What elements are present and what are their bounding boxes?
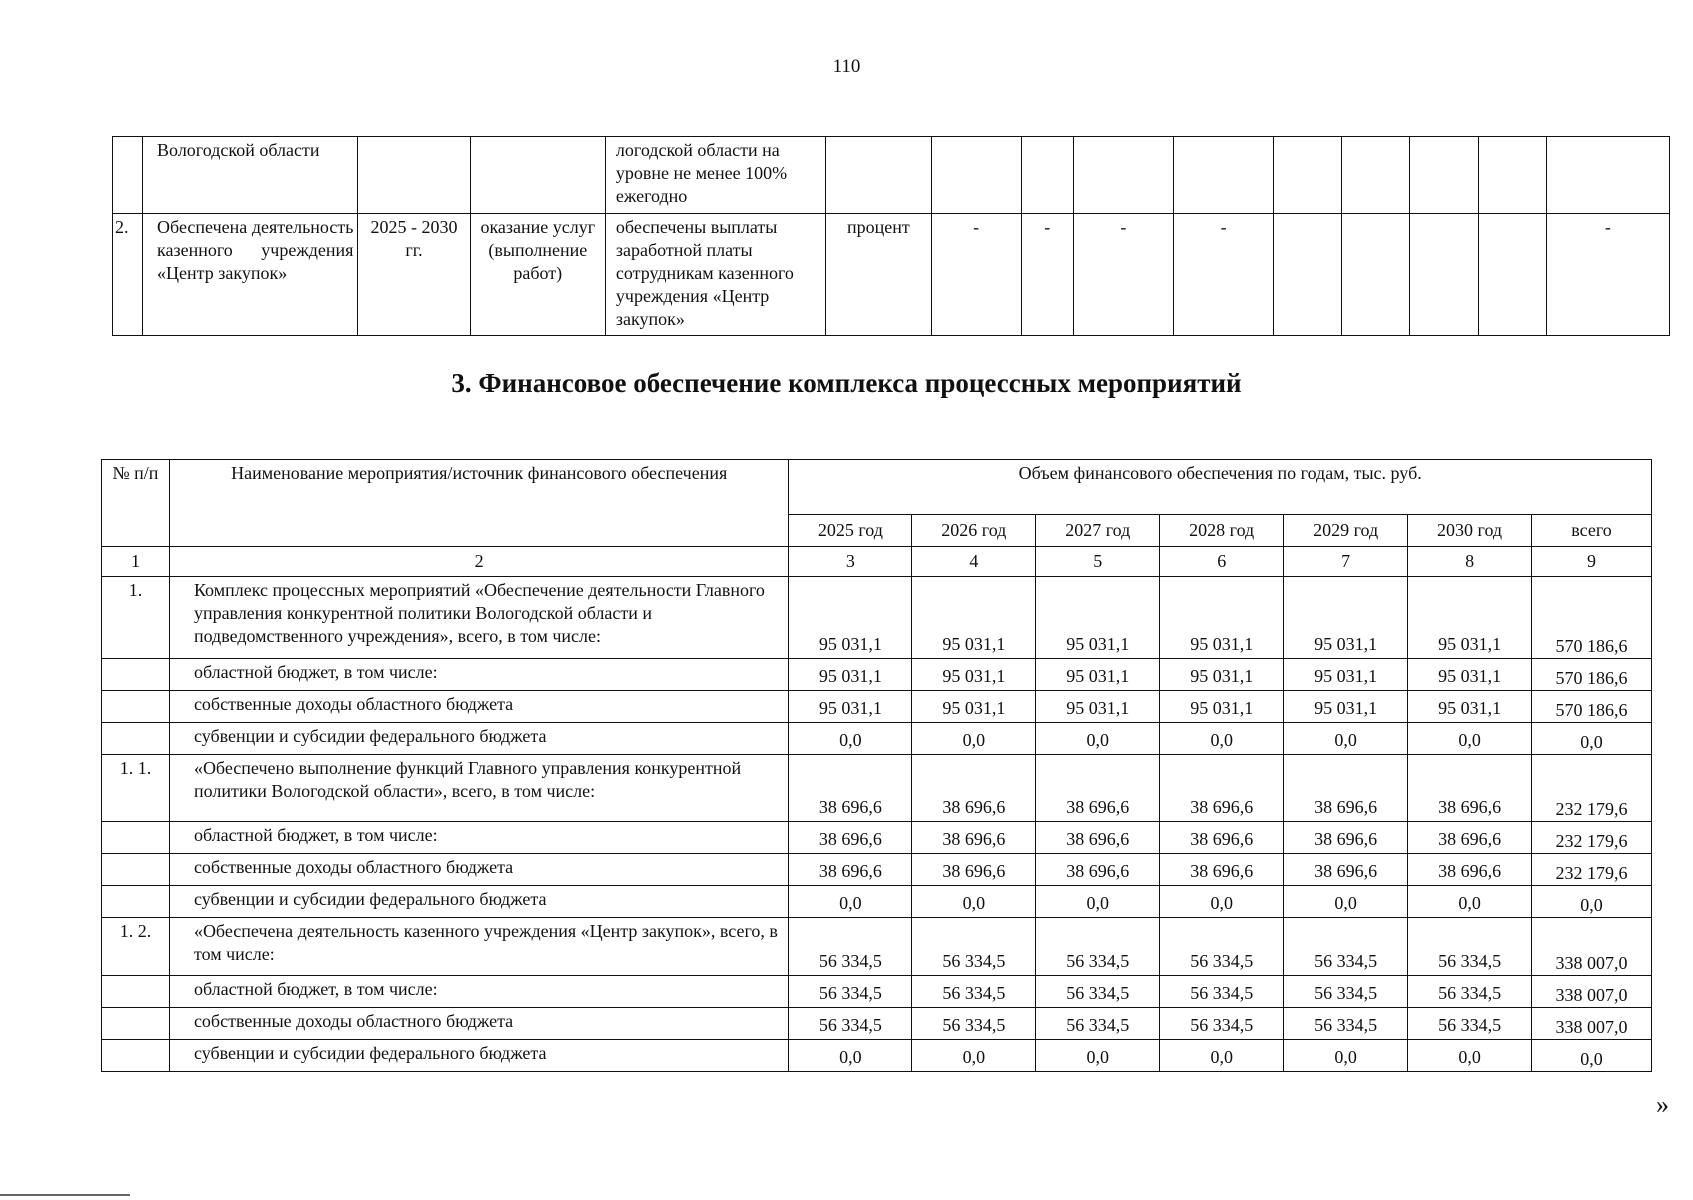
row-number [102,1008,170,1040]
row-name: Комплекс процессных мероприятий «Обеспечение деятельности Главного управления конкурентной политики Вологодской области и подведомственного учреждения», всего, в том числе: [169,577,788,659]
col-number: 4 [912,547,1036,577]
row-value: 95 031,1 [912,577,1036,659]
cell-empty [1342,137,1410,214]
row-value: 38 696,6 [912,755,1036,822]
row-value: 0,0 [789,1040,912,1072]
row-value: 38 696,6 [1036,755,1160,822]
row-total: 232 179,6 [1532,822,1652,854]
row-name: собственные доходы областного бюджета [169,691,788,723]
header-name: Наименование мероприятия/источник финансового обеспечения [169,460,788,547]
row-value: 56 334,5 [1160,918,1284,976]
row-value: 0,0 [1408,1040,1532,1072]
row-value: 56 334,5 [912,1008,1036,1040]
cell-value: - [1173,214,1273,336]
cell-empty [1478,137,1546,214]
row-name: областной бюджет, в том числе: [169,822,788,854]
cell-empty [1410,137,1478,214]
row-value: 95 031,1 [1408,659,1532,691]
row-total: 338 007,0 [1532,976,1652,1008]
row-total: 0,0 [1532,1040,1652,1072]
row-name: субвенции и субсидии федерального бюджета [169,1040,788,1072]
cell-name: Обеспечена деятельность казенного учреждения «Центр закупок» [143,214,358,336]
row-name: областной бюджет, в том числе: [169,659,788,691]
row-value: 0,0 [912,886,1036,918]
row-name: «Обеспечена деятельность казенного учреждения «Центр закупок», всего, в том числе: [169,918,788,976]
row-number [102,822,170,854]
table-row [102,577,1652,659]
header-num: № п/п [102,460,170,547]
header-year: 2028 год [1160,515,1284,547]
row-name: областной бюджет, в том числе: [169,976,788,1008]
row-total: 338 007,0 [1532,1008,1652,1040]
header-year: 2029 год [1284,515,1408,547]
row-value: 56 334,5 [1160,976,1284,1008]
row-value: 38 696,6 [1160,755,1284,822]
row-value: 38 696,6 [789,822,912,854]
table-row [102,1008,1652,1040]
table-row [102,723,1652,755]
header-year: 2025 год [789,515,912,547]
row-value: 56 334,5 [789,976,912,1008]
results-table-continuation [112,136,1670,336]
row-value: 95 031,1 [1408,577,1532,659]
financing-table [101,459,1652,1072]
row-total: 338 007,0 [1532,918,1652,976]
page-number: 110 [832,56,861,77]
row-value: 38 696,6 [1284,822,1408,854]
row-value: 0,0 [1160,1040,1284,1072]
row-value: 38 696,6 [912,822,1036,854]
cell-unit [826,137,931,214]
table-row [102,976,1652,1008]
row-value: 38 696,6 [1284,854,1408,886]
column-numbers-row [102,547,1652,577]
row-number [102,659,170,691]
row-value: 38 696,6 [1160,822,1284,854]
row-number: 1. 1. [102,755,170,822]
cell-empty [1274,137,1342,214]
row-number: 1. 2. [102,918,170,976]
row-value: 0,0 [1284,886,1408,918]
row-total: 0,0 [1532,723,1652,755]
row-total: 232 179,6 [1532,755,1652,822]
table-row [113,214,1670,336]
row-number [102,691,170,723]
row-value: 0,0 [789,886,912,918]
row-value: 38 696,6 [789,854,912,886]
col-number: 9 [1532,547,1652,577]
row-value: 56 334,5 [1284,976,1408,1008]
cell-empty [1173,137,1273,214]
cell-num: 2. [113,214,143,336]
row-number [102,1040,170,1072]
row-total: 570 186,6 [1532,691,1652,723]
row-value: 56 334,5 [1160,1008,1284,1040]
section-title: 3. Финансовое обеспечение комплекса процессных мероприятий [451,368,1242,398]
cell-value: - [931,214,1021,336]
row-number: 1. [102,577,170,659]
header-row [102,460,1652,515]
cell-num [113,137,143,214]
col-number: 7 [1284,547,1408,577]
row-value: 38 696,6 [1408,755,1532,822]
cell-type: оказание услуг (выполнение работ) [470,214,605,336]
cell-value [1274,214,1342,336]
cell-unit: процент [826,214,931,336]
row-value: 95 031,1 [789,691,912,723]
table-row [113,137,1670,214]
col-number: 5 [1036,547,1160,577]
row-value: 56 334,5 [789,1008,912,1040]
row-value: 38 696,6 [1036,822,1160,854]
table-row [102,886,1652,918]
cell-result: обеспечены выплаты заработной платы сотрудникам казенного учреждения «Центр закупок» [605,214,825,336]
row-value: 95 031,1 [1036,659,1160,691]
row-value: 38 696,6 [1036,854,1160,886]
row-value: 95 031,1 [912,691,1036,723]
header-year: 2030 год [1408,515,1532,547]
row-value: 38 696,6 [789,755,912,822]
row-value: 95 031,1 [789,577,912,659]
row-value: 95 031,1 [912,659,1036,691]
row-value: 38 696,6 [1408,854,1532,886]
cell-name: Вологодской области [143,137,358,214]
row-value: 0,0 [912,723,1036,755]
table-row [102,918,1652,976]
cell-value [1342,214,1410,336]
row-value: 38 696,6 [912,854,1036,886]
table-row [102,822,1652,854]
row-number [102,854,170,886]
row-value: 56 334,5 [1408,918,1532,976]
col-number: 6 [1160,547,1284,577]
row-value: 95 031,1 [1036,577,1160,659]
col-number: 1 [102,547,170,577]
row-value: 0,0 [1408,886,1532,918]
table-row [102,1040,1652,1072]
header-year: 2027 год [1036,515,1160,547]
row-number [102,723,170,755]
cell-value: - [1021,214,1073,336]
row-value: 56 334,5 [1284,918,1408,976]
table-row [102,691,1652,723]
row-value: 56 334,5 [1036,976,1160,1008]
table-row [102,755,1652,822]
row-value: 56 334,5 [1036,918,1160,976]
row-total: 0,0 [1532,886,1652,918]
row-value: 0,0 [1284,1040,1408,1072]
cell-empty [1546,137,1669,214]
row-value: 0,0 [1408,723,1532,755]
header-total: всего [1532,515,1652,547]
row-value: 0,0 [1160,886,1284,918]
row-value: 95 031,1 [1160,577,1284,659]
cell-empty [931,137,1021,214]
row-value: 0,0 [789,723,912,755]
cell-empty [1021,137,1073,214]
row-number [102,886,170,918]
col-number: 3 [789,547,912,577]
row-value: 56 334,5 [1408,976,1532,1008]
row-name: субвенции и субсидии федерального бюджета [169,723,788,755]
table-row [102,854,1652,886]
row-name: собственные доходы областного бюджета [169,854,788,886]
cell-value [1410,214,1478,336]
row-value: 95 031,1 [1284,577,1408,659]
row-name: субвенции и субсидии федерального бюджета [169,886,788,918]
cell-value: - [1073,214,1173,336]
row-value: 56 334,5 [1036,1008,1160,1040]
cell-period: 2025 - 2030 гг. [358,214,470,336]
row-value: 56 334,5 [1284,1008,1408,1040]
row-value: 56 334,5 [912,976,1036,1008]
row-value: 95 031,1 [1160,659,1284,691]
row-total: 232 179,6 [1532,854,1652,886]
row-name: «Обеспечено выполнение функций Главного управления конкурентной политики Вологодской области», всего, в том числе: [169,755,788,822]
row-value: 0,0 [1036,886,1160,918]
header-volume: Объем финансового обеспечения по годам, тыс. руб. [789,460,1652,515]
col-number: 2 [169,547,788,577]
cell-value: - [1546,214,1669,336]
row-value: 38 696,6 [1284,755,1408,822]
table-row [102,659,1652,691]
row-value: 0,0 [1284,723,1408,755]
row-name: собственные доходы областного бюджета [169,1008,788,1040]
financing-table-body [102,577,1652,1072]
cell-type [470,137,605,214]
bottom-divider [0,1194,130,1196]
cell-period [358,137,470,214]
row-value: 56 334,5 [912,918,1036,976]
header-year: 2026 год [912,515,1036,547]
cell-value [1478,214,1546,336]
row-number [102,976,170,1008]
row-value: 95 031,1 [1408,691,1532,723]
row-value: 95 031,1 [1160,691,1284,723]
row-value: 0,0 [1160,723,1284,755]
cell-result: логодской области на уровне не менее 100% ежегодно [605,137,825,214]
row-value: 56 334,5 [1408,1008,1532,1040]
row-value: 95 031,1 [1036,691,1160,723]
row-value: 95 031,1 [789,659,912,691]
row-value: 0,0 [1036,723,1160,755]
row-value: 56 334,5 [789,918,912,976]
row-value: 95 031,1 [1284,691,1408,723]
row-value: 38 696,6 [1160,854,1284,886]
row-total: 570 186,6 [1532,577,1652,659]
closing-quote: » [1656,1090,1669,1119]
row-value: 0,0 [1036,1040,1160,1072]
row-total: 570 186,6 [1532,659,1652,691]
col-number: 8 [1408,547,1532,577]
row-value: 95 031,1 [1284,659,1408,691]
row-value: 0,0 [912,1040,1036,1072]
cell-empty [1073,137,1173,214]
row-value: 38 696,6 [1408,822,1532,854]
